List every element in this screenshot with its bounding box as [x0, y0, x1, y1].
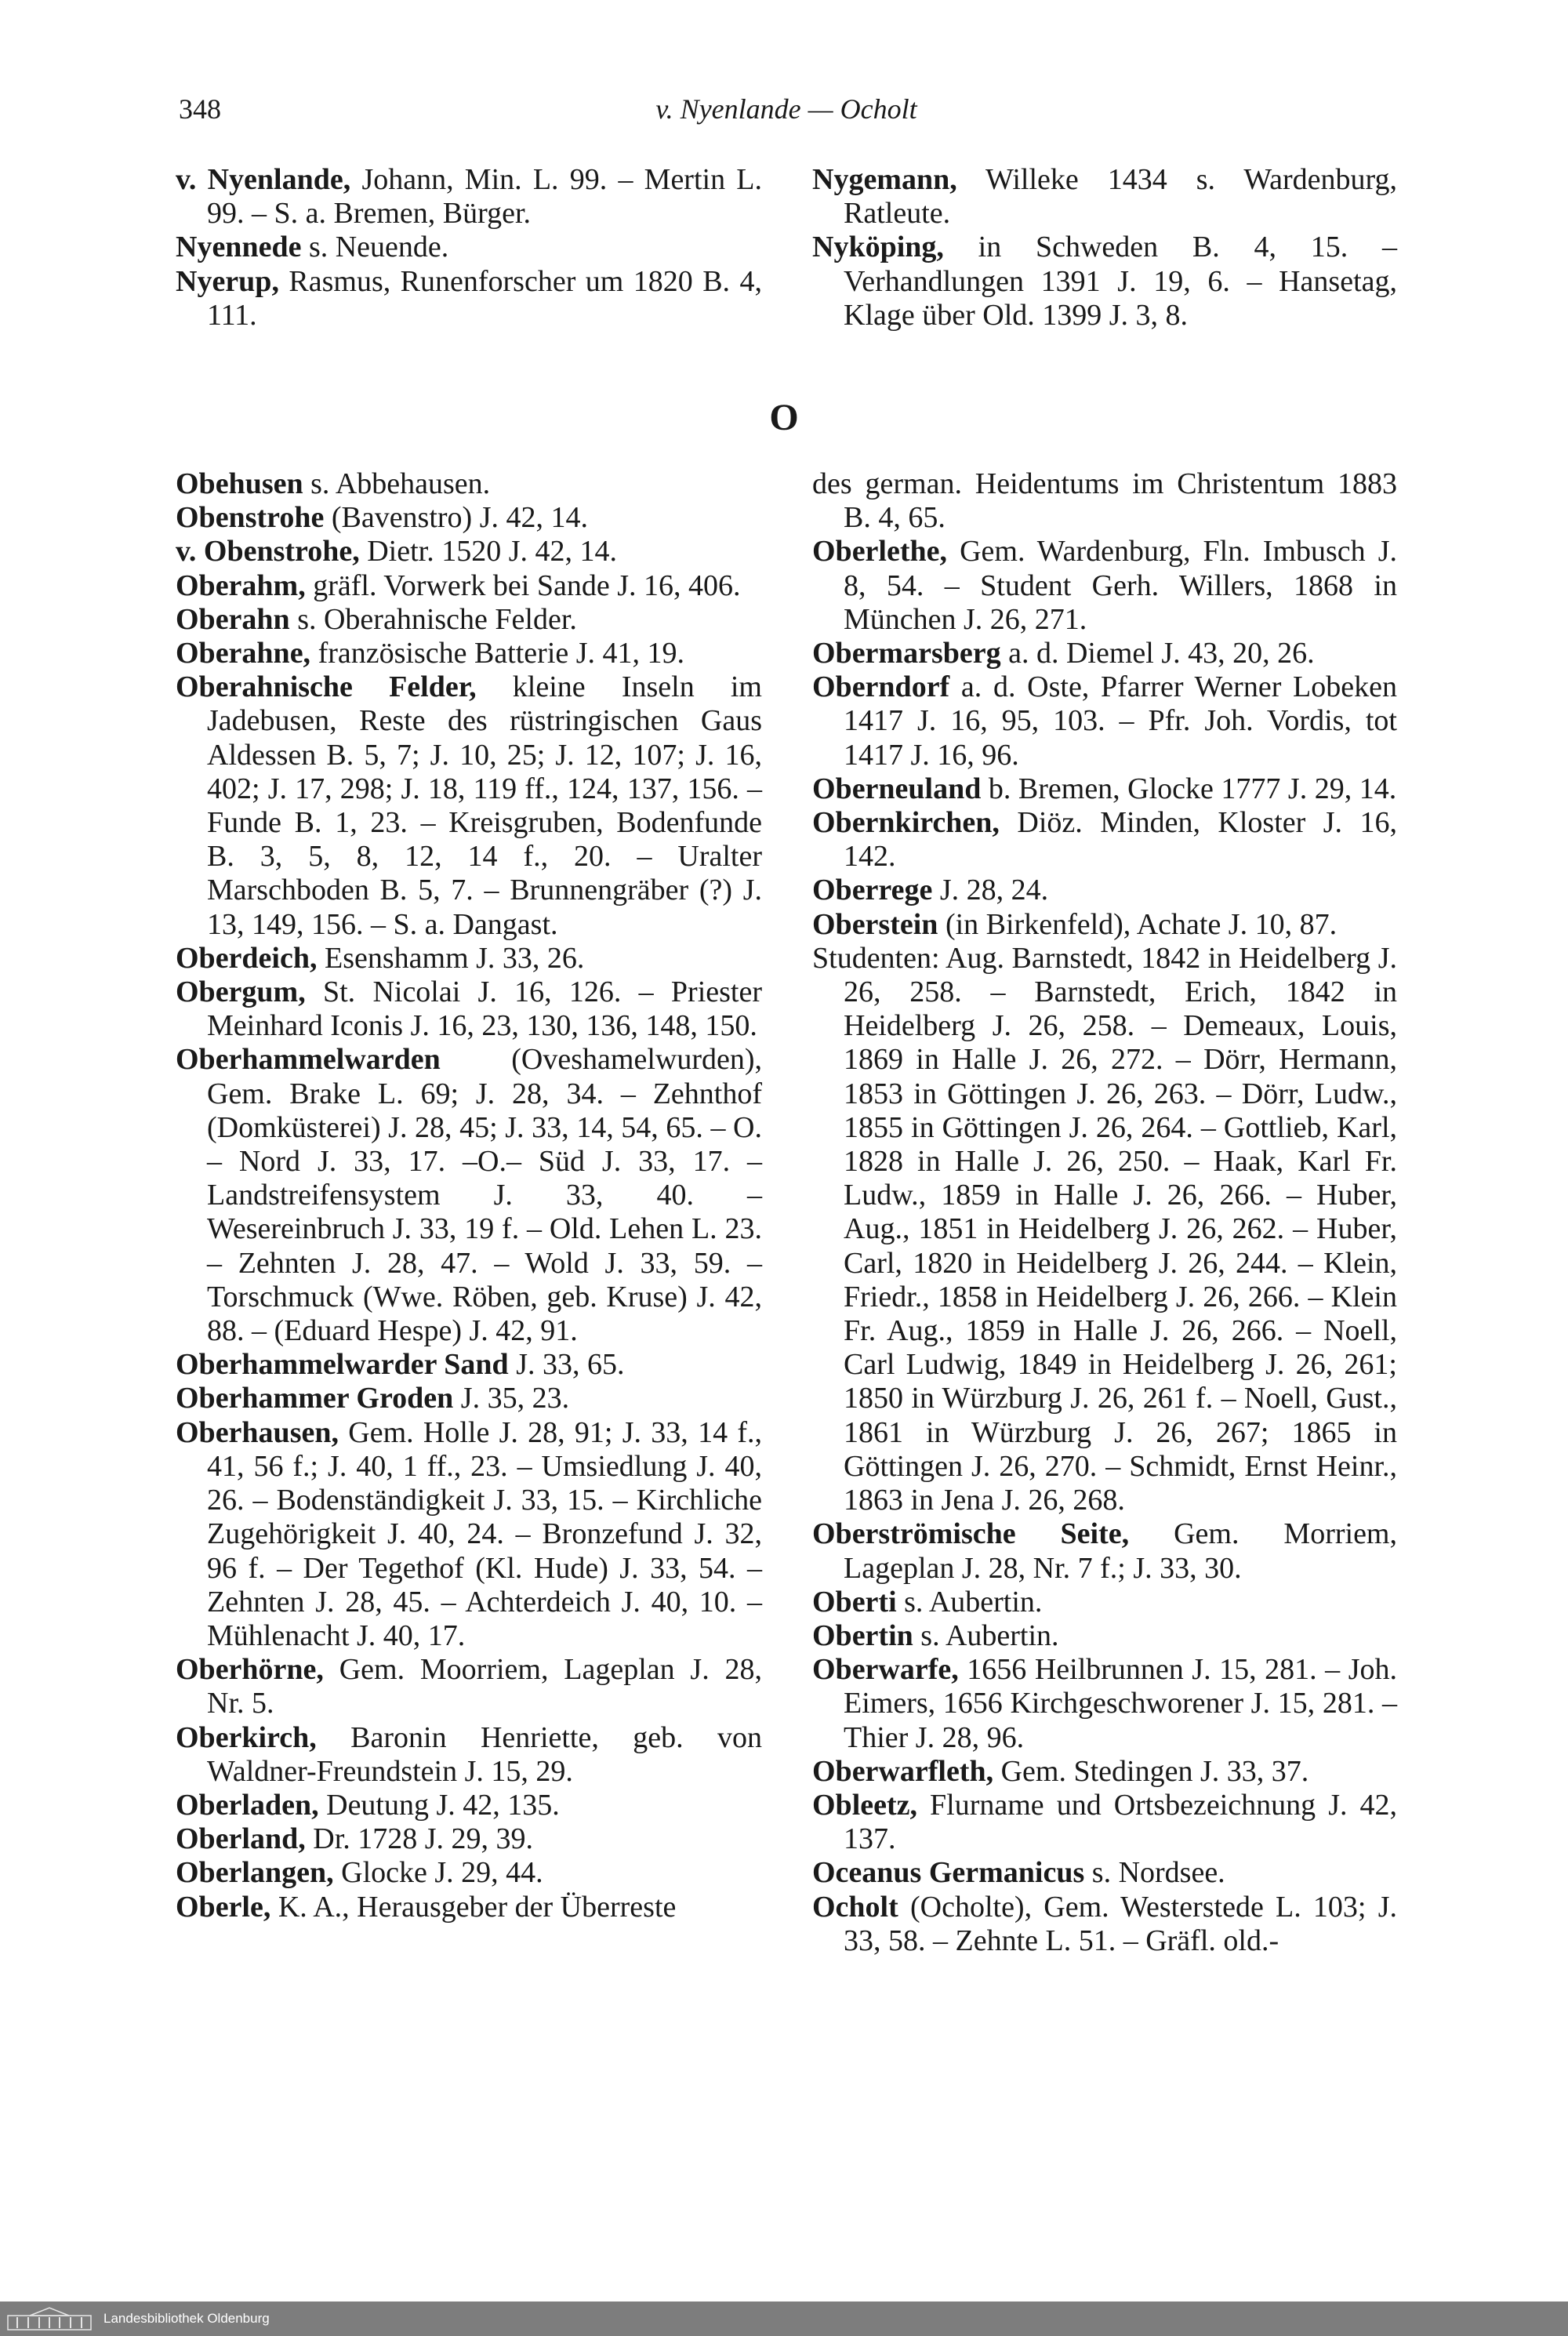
entry-text: Gem. Stedingen J. 33, 37.	[993, 1754, 1309, 1788]
index-entry	[176, 163, 762, 231]
entry-headword: Oberstein	[812, 907, 938, 941]
entry-headword: Oberladen,	[176, 1788, 319, 1822]
entry-text: K. A., Herausgeber der Überreste	[270, 1890, 677, 1924]
entry-headword: Oberhammelwarden	[176, 1043, 441, 1077]
entry-text: des german. Heidentums im Christentum 1883 B. 4, 65.	[812, 467, 1397, 535]
entry-text: (in Birkenfeld), Achate J. 10, 87.	[938, 907, 1338, 941]
entry-text: Deutung J. 42, 135.	[318, 1788, 560, 1822]
entry-text: französische Batterie J. 41, 19.	[310, 637, 685, 670]
entry-headword: Obleetz,	[812, 1788, 918, 1822]
entry-headword: Obehusen	[176, 467, 303, 500]
index-entry	[176, 942, 762, 975]
index-entry	[812, 908, 1397, 942]
entry-headword: Obertin	[812, 1618, 913, 1652]
entry-headword: v. Nyenlande,	[176, 163, 351, 196]
index-entry	[812, 163, 1397, 231]
entry-headword: Nyennede	[176, 231, 302, 264]
index-entry	[176, 637, 762, 670]
entry-headword: Oberhammelwarder Sand	[176, 1348, 509, 1382]
right-column	[812, 467, 1397, 1958]
entry-text: kleine Inseln im Jadebusen, Reste des rüstringischen Gaus Aldessen B. 5, 7; J. 10, 25; J. 12, 107; J. 16, 402; J. 17, 298; J. 18, 119 ff., 124, 137, 156. – Funde B. 1, 23. – Kreisgruben, Bodenfunde B. 3, 5, 8, 12, 14 f., 20. – Uralter Marschboden B. 5, 7. – Brunnengräber (?) J. 13, 149, 156. – S. a. Dangast.	[207, 670, 762, 941]
entry-headword: Oberahnische Felder,	[176, 670, 477, 704]
entry-headword: Ocholt	[812, 1890, 898, 1924]
entry-text: s. Neuende.	[301, 231, 449, 264]
index-entry	[176, 501, 762, 535]
index-entry	[812, 942, 1397, 1517]
entry-headword: Oberrege	[812, 874, 933, 907]
index-entry	[812, 1517, 1397, 1585]
entry-headword: Obenstrohe	[176, 501, 325, 535]
index-entry	[176, 535, 762, 569]
index-entry	[176, 1043, 762, 1348]
entry-headword: Oberahm,	[176, 569, 306, 602]
entry-text: Esenshamm J. 33, 26.	[317, 941, 585, 975]
index-entry	[176, 1789, 762, 1822]
index-entry	[812, 467, 1397, 535]
index-entry	[176, 1856, 762, 1890]
entry-headword: Oberwarfleth,	[812, 1754, 994, 1788]
entry-text: Gem. Moorriem, Lageplan J. 28, Nr. 5.	[207, 1653, 762, 1720]
index-entry	[812, 1789, 1397, 1856]
entry-text: Johann, Min. L. 99. – Mertin L. 99. – S. a. Bremen, Bürger.	[207, 163, 762, 231]
entry-text: Diöz. Minden, Kloster J. 16, 142.	[844, 806, 1397, 874]
page-number: 348	[179, 93, 221, 125]
entry-headword: Oberhörne,	[176, 1653, 324, 1687]
entry-text: b. Bremen, Glocke 1777 J. 29, 14.	[981, 772, 1397, 805]
index-entry	[176, 1416, 762, 1653]
running-title: v. Nyenlande — Ocholt	[655, 93, 917, 125]
entry-text: Glocke J. 29, 44.	[333, 1856, 543, 1890]
entry-headword: Oberland,	[176, 1822, 306, 1856]
entry-text: gräfl. Vorwerk bei Sande J. 16, 406.	[305, 569, 741, 602]
index-entry	[812, 1586, 1397, 1619]
index-entry	[176, 231, 762, 264]
entry-text: s. Oberahnische Felder.	[289, 602, 577, 636]
entry-headword: Oberlangen,	[176, 1856, 334, 1890]
entry-headword: Oberlethe,	[812, 535, 948, 569]
library-building-icon	[6, 2306, 93, 2331]
entry-text: s. Aubertin.	[896, 1585, 1043, 1618]
entry-text: J. 28, 24.	[932, 874, 1049, 907]
index-entry	[176, 603, 762, 637]
entry-headword: Oberahn	[176, 602, 290, 636]
entry-headword: Oberneuland	[812, 772, 982, 805]
entry-text: J. 35, 23.	[453, 1382, 570, 1415]
entry-headword: Oberle,	[176, 1890, 271, 1924]
entry-headword: Oberdeich,	[176, 941, 318, 975]
index-entry	[812, 1755, 1397, 1789]
entry-headword: Oberahne,	[176, 637, 311, 670]
entry-headword: Oberwarfe,	[812, 1653, 959, 1687]
entry-headword: Oberströmische Seite,	[812, 1517, 1130, 1551]
entry-text: Willeke 1434 s. Wardenburg, Ratleute.	[844, 163, 1397, 231]
index-entry	[812, 1891, 1397, 1958]
entry-headword: Oberhausen,	[176, 1415, 339, 1449]
entry-headword: Obergum,	[176, 975, 306, 1009]
library-name: Landesbibliothek Oldenburg	[103, 2311, 270, 2326]
top-left-column	[176, 163, 762, 332]
index-entry	[176, 265, 762, 332]
entry-text: a. d. Oste, Pfarrer Werner Lobeken 1417 J. 16, 95, 103. – Pfr. Joh. Vordis, tot 1417 J. 16, 96.	[844, 670, 1397, 772]
entry-text: Gem. Holle J. 28, 91; J. 33, 14 f., 41, 56 f.; J. 40, 1 ff., 23. – Umsiedlung J. 40, 26. – Bodenständigkeit J. 33, 15. – Kirchliche Zugehörigkeit J. 40, 24. – Bronzefund J. 32, 96 f. – Der Tegethof (Kl. Hude) J. 33, 54. – Zehnten J. 28, 45. – Achterdeich J. 40, 10. – Mühlenacht J. 40, 17.	[207, 1415, 762, 1652]
entry-text: J. 33, 65.	[508, 1348, 625, 1382]
section-letter: O	[769, 397, 799, 438]
entry-text: St. Nicolai J. 16, 126. – Priester Meinhard Iconis J. 16, 23, 130, 136, 148, 150.	[207, 975, 762, 1043]
index-entry	[176, 1348, 762, 1382]
entry-text: in Schweden B. 4, 15. – Verhandlungen 1391 J. 19, 6. – Hansetag, Klage über Old. 1399 J. 3, 8.	[844, 231, 1397, 332]
index-entry	[812, 637, 1397, 670]
index-entry	[176, 467, 762, 501]
index-entry	[176, 1721, 762, 1789]
index-entry	[812, 874, 1397, 907]
entry-text: Gem. Morriem, Lageplan J. 28, Nr. 7 f.; J. 33, 30.	[844, 1517, 1397, 1585]
index-entry	[812, 670, 1397, 772]
entry-headword: Oberndorf	[812, 670, 950, 704]
entry-text: Rasmus, Runenforscher um 1820 B. 4, 111.	[207, 264, 762, 332]
entry-text: s. Abbehausen.	[303, 467, 491, 500]
index-entry	[812, 535, 1397, 637]
index-entry	[812, 1856, 1397, 1890]
index-entry	[176, 1891, 762, 1924]
entry-text: Flurname und Ortsbezeichnung J. 42, 137.	[844, 1788, 1397, 1856]
footer-bar	[0, 2301, 1568, 2336]
entry-text: s. Nordsee.	[1084, 1856, 1225, 1890]
index-entry	[176, 670, 762, 942]
entry-headword: Oceanus Germanicus	[812, 1856, 1085, 1890]
entry-text: s. Aubertin.	[913, 1618, 1059, 1652]
index-entry	[812, 772, 1397, 806]
entry-headword: Obermarsberg	[812, 637, 1001, 670]
left-column	[176, 467, 762, 1924]
index-entry	[812, 1619, 1397, 1653]
index-entry	[176, 1653, 762, 1720]
entry-text: Baronin Henriette, geb. von Waldner-Freundstein J. 15, 29.	[207, 1720, 762, 1788]
entry-headword: Oberhammer Groden	[176, 1382, 454, 1415]
entry-headword: Nyerup,	[176, 264, 279, 298]
entry-text: Gem. Wardenburg, Fln. Imbusch J. 8, 54. – Student Gerh. Willers, 1868 in München J. 26, 271.	[844, 535, 1397, 636]
index-entry	[176, 975, 762, 1043]
entry-text: (Bavenstro) J. 42, 14.	[324, 501, 589, 535]
entry-text: (Ocholte), Gem. Westerstede L. 103; J. 33, 58. – Zehnte L. 51. – Gräfl. old.-	[844, 1890, 1397, 1957]
index-entry	[812, 231, 1397, 332]
top-right-column	[812, 163, 1397, 332]
entry-headword: Nygemann,	[812, 163, 957, 196]
index-entry	[176, 1382, 762, 1415]
entry-headword: Nyköping,	[812, 231, 944, 264]
entry-headword: Oberti	[812, 1585, 897, 1618]
entry-headword: v. Obenstrohe,	[176, 535, 360, 569]
entry-headword: Obernkirchen,	[812, 806, 1000, 840]
index-entry	[812, 1653, 1397, 1755]
entry-headword: Oberkirch,	[176, 1720, 317, 1754]
index-entry	[176, 569, 762, 603]
page-header	[179, 93, 1394, 140]
entry-text: (Oveshamelwurden), Gem. Brake L. 69; J. 28, 34. – Zehnthof (Domküsterei) J. 28, 45; J. 33, 14, 54, 65. – O. – Nord J. 33, 17. –O.– Süd J. 33, 17. – Landstreifensystem J. 33, 40. – Wesereinbruch J. 33, 19 f. – Old. Lehen L. 23. – Zehnten J. 28, 47. – Wold J. 33, 59. – Torschmuck (Wwe. Röben, geb. Kruse) J. 42, 88. – (Eduard Hespe) J. 42, 91.	[207, 1043, 762, 1348]
entry-text: a. d. Diemel J. 43, 20, 26.	[1000, 637, 1315, 670]
entry-text: 1656 Heilbrunnen J. 15, 281. – Joh. Eimers, 1656 Kirchgeschworener J. 15, 281. – Thier J. 28, 96.	[844, 1653, 1397, 1754]
entry-text: Studenten: Aug. Barnstedt, 1842 in Heidelberg J. 26, 258. – Barnstedt, Erich, 1842 in Heidelberg J. 26, 258. – Demeaux, Louis, 1869 in Halle J. 26, 272. – Dörr, Hermann, 1853 in Göttingen J. 26, 263. – Dörr, Ludw., 1855 in Göttingen J. 26, 264. – Gottlieb, Karl, 1828 in Halle J. 26, 250. – Haak, Karl Fr. Ludw., 1859 in Halle J. 26, 266. – Huber, Aug., 1851 in Heidelberg J. 26, 262. – Huber, Carl, 1820 in Heidelberg J. 26, 244. – Klein, Friedr., 1858 in Heidelberg J. 26, 266. – Klein Fr. Aug., 1859 in Halle J. 26, 266. – Noell, Carl Ludwig, 1849 in Heidelberg J. 26, 261; 1850 in Würzburg J. 26, 261 f. – Noell, Gust., 1861 in Würzburg J. 26, 267; 1865 in Göttingen J. 26, 270. – Schmidt, Ernst Heinr., 1863 in Jena J. 26, 268.	[812, 941, 1397, 1517]
entry-text: Dr. 1728 J. 29, 39.	[305, 1822, 534, 1856]
entry-text: Dietr. 1520 J. 42, 14.	[359, 535, 617, 569]
index-entry	[176, 1822, 762, 1856]
index-entry	[812, 806, 1397, 874]
